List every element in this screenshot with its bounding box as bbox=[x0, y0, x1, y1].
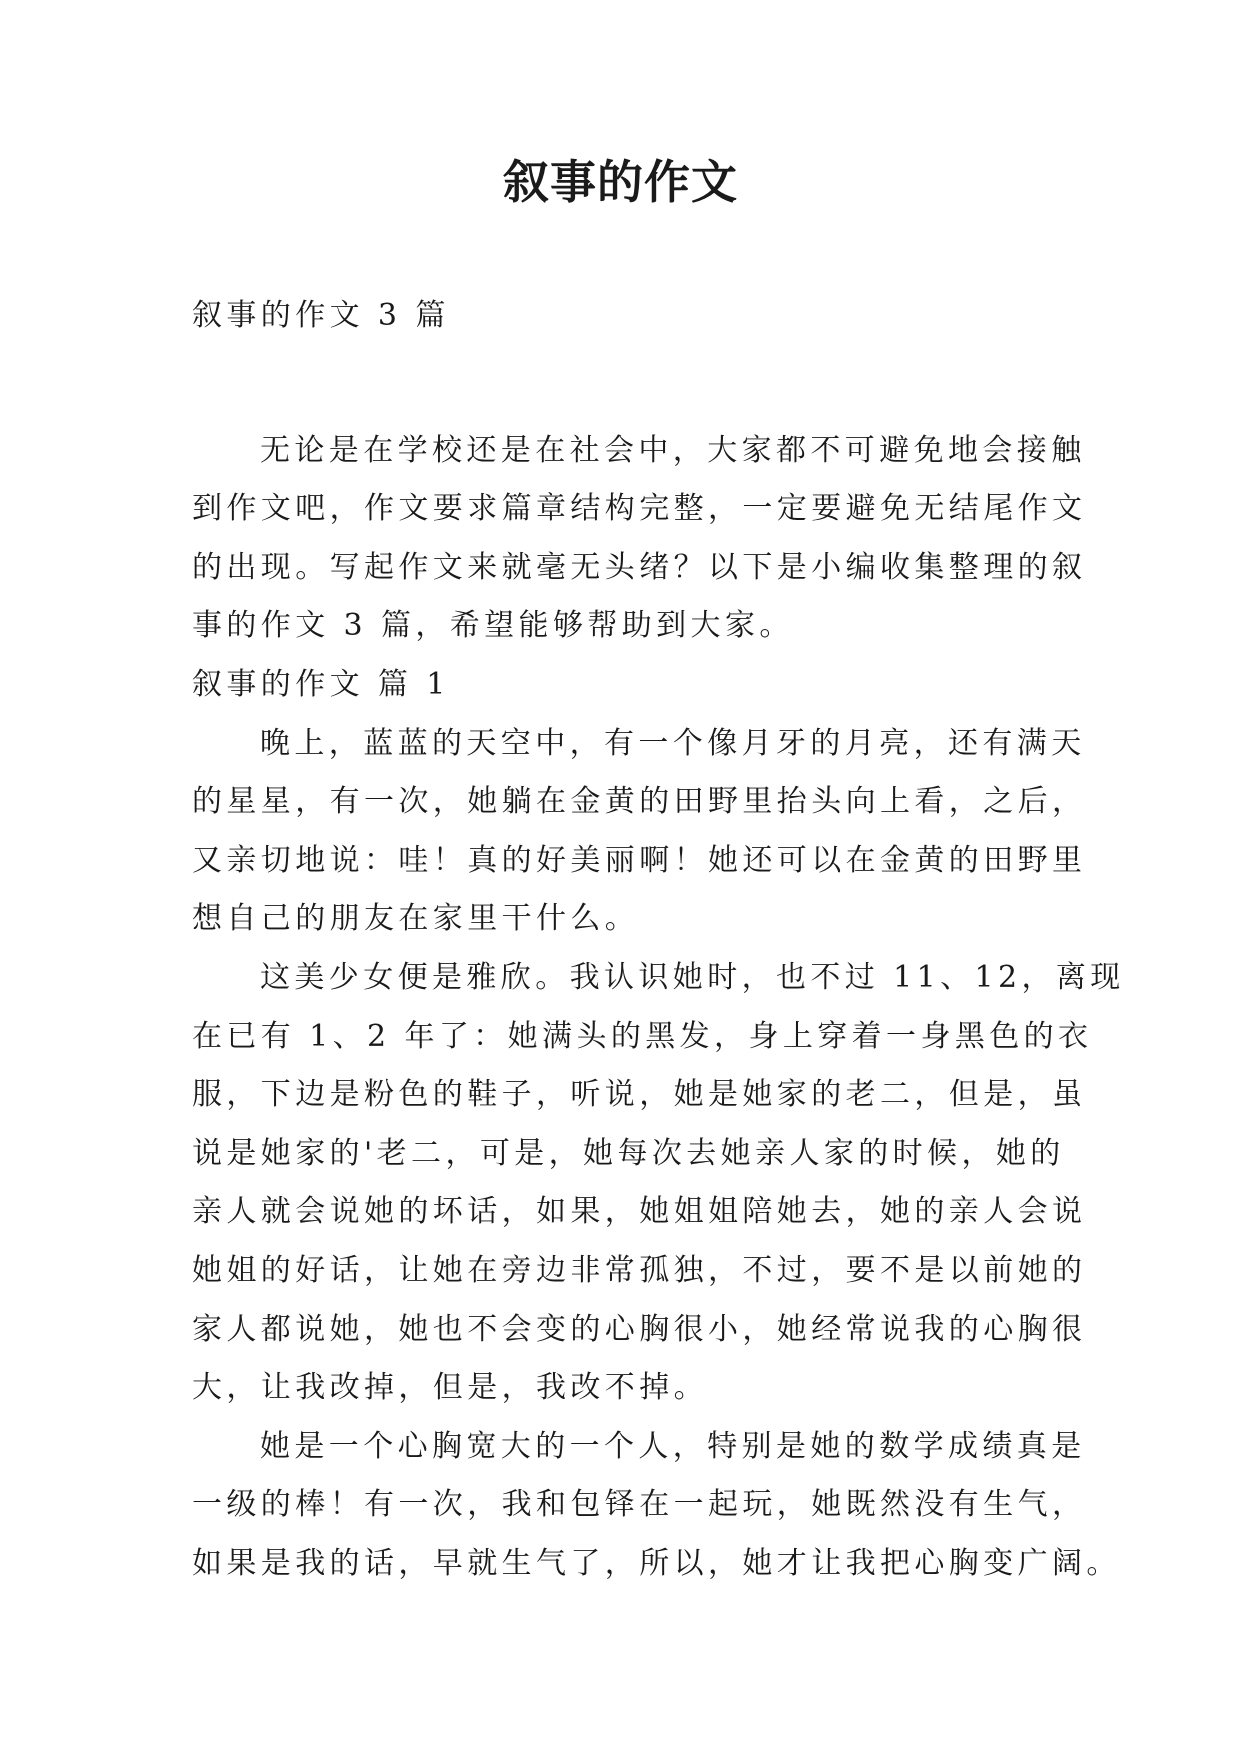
paragraph-line: 亲人就会说她的坏话，如果，她姐姐陪她去，她的亲人会说 bbox=[192, 1194, 1087, 1230]
paragraph-line: 事的作文 3 篇，希望能够帮助到大家。 bbox=[192, 608, 794, 644]
paragraph-line: 的星星，有一次，她躺在金黄的田野里抬头向上看，之后， bbox=[192, 784, 1087, 820]
paragraph-line: 这美少女便是雅欣。我认识她时，也不过 11、12，离现 bbox=[260, 959, 1125, 995]
section-heading: 叙事的作文 篇 1 bbox=[192, 666, 450, 702]
paragraph-line: 家人都说她，她也不会变的心胸很小，她经常说我的心胸很 bbox=[192, 1311, 1087, 1347]
paragraph-line: 说是她家的'老二，可是，她每次去她亲人家的时候，她的 bbox=[192, 1135, 1065, 1171]
paragraph-line: 想自己的朋友在家里干什么。 bbox=[192, 901, 640, 937]
document-subtitle: 叙事的作文 3 篇 bbox=[192, 298, 450, 333]
document-title: 叙事的作文 bbox=[503, 155, 738, 209]
paragraph-line: 的出现。写起作文来就毫无头绪？以下是小编收集整理的叙 bbox=[192, 549, 1087, 585]
paragraph-line: 一级的棒！有一次，我和包铎在一起玩，她既然没有生气， bbox=[192, 1487, 1087, 1523]
paragraph-line: 无论是在学校还是在社会中，大家都不可避免地会接触 bbox=[260, 432, 1086, 468]
paragraph-line: 如果是我的话，早就生气了，所以，她才让我把心胸变广阔。 bbox=[192, 1545, 1121, 1581]
paragraph-line: 服，下边是粉色的鞋子，听说，她是她家的老二，但是，虽 bbox=[192, 1077, 1087, 1113]
paragraph-line: 她是一个心胸宽大的一个人，特别是她的数学成绩真是 bbox=[260, 1428, 1086, 1464]
paragraph-line: 晚上，蓝蓝的天空中，有一个像月牙的月亮，还有满天 bbox=[260, 725, 1086, 761]
paragraph-line: 在已有 1、2 年了：她满头的黑发，身上穿着一身黑色的衣 bbox=[192, 1018, 1093, 1054]
paragraph bbox=[192, 715, 1087, 949]
intro-paragraph bbox=[192, 422, 1087, 656]
paragraph-line: 又亲切地说：哇！真的好美丽啊！她还可以在金黄的田野里 bbox=[192, 842, 1087, 878]
paragraph bbox=[192, 949, 1125, 1418]
paragraph-line: 到作文吧，作文要求篇章结构完整，一定要避免无结尾作文 bbox=[192, 491, 1087, 527]
spacer bbox=[192, 346, 1064, 422]
paragraph-line: 大，让我改掉，但是，我改不掉。 bbox=[192, 1370, 708, 1406]
paragraph-line: 她姐的好话，让她在旁边非常孤独，不过，要不是以前她的 bbox=[192, 1252, 1087, 1288]
document-body bbox=[192, 287, 1125, 1593]
paragraph bbox=[192, 1418, 1121, 1594]
